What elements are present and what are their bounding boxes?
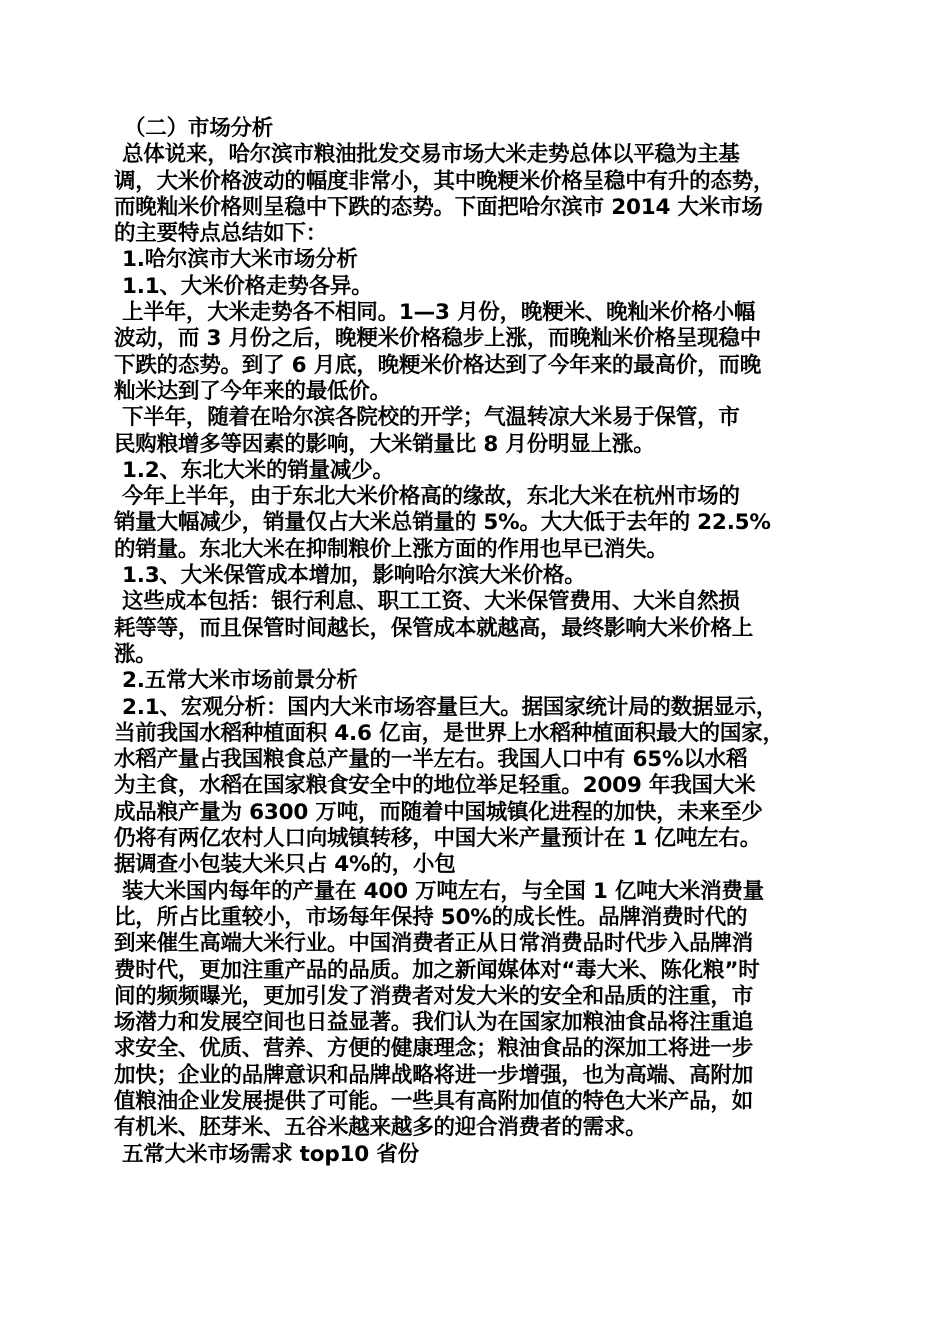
document-body xyxy=(114,116,838,1168)
text-line: 1.2、东北大米的销量减少。 xyxy=(122,457,394,483)
text-line: 调，大米价格波动的幅度非常小，其中晚粳米价格呈稳中有升的态势， xyxy=(114,168,775,194)
text-line: 有机米、胚芽米、五谷米越来越多的迎合消费者的需求。 xyxy=(114,1115,647,1141)
text-line: 总体说来，哈尔滨市粮油批发交易市场大米走势总体以平稳为主基 xyxy=(122,142,740,168)
text-line: 据调查小包装大米只占 4%的，小包 xyxy=(114,852,456,878)
text-line: 到来催生高端大米行业。中国消费者正从日常消费品时代步入品牌消 xyxy=(114,931,754,957)
text-line: 销量大幅减少，销量仅占大米总销量的 5%。大大低于去年的 22.5% xyxy=(114,510,771,536)
text-line: 成品粮产量为 6300 万吨，而随着中国城镇化进程的加快，未来至少 xyxy=(114,799,763,825)
text-line: 费时代，更加注重产品的品质。加之新闻媒体对“毒大米、陈化粮”时 xyxy=(114,957,760,983)
text-line: 籼米达到了今年来的最低价。 xyxy=(114,378,391,404)
text-line: 2.1、宏观分析：国内大米市场容量巨大。据国家统计局的数据显示， xyxy=(122,694,778,720)
text-line: 当前我国水稻种植面积 4.6 亿亩，是世界上水稻种植面积最大的国家， xyxy=(114,720,784,746)
text-line: 的主要特点总结如下： xyxy=(114,221,328,247)
text-line: 1.3、大米保管成本增加，影响哈尔滨大米价格。 xyxy=(122,563,586,589)
text-line: 这些成本包括：银行利息、职工工资、大米保管费用、大米自然损 xyxy=(122,589,740,615)
text-line: 装大米国内每年的产量在 400 万吨左右，与全国 1 亿吨大米消费量 xyxy=(122,878,764,904)
text-line: 的销量。东北大米在抑制粮价上涨方面的作用也早已消失。 xyxy=(114,536,668,562)
text-line: 涨。 xyxy=(114,641,157,667)
text-line: 比，所占比重较小，市场每年保持 50%的成长性。品牌消费时代的 xyxy=(114,904,748,930)
text-line: 下跌的态势。到了 6 月底，晚粳米价格达到了今年来的最高价，而晚 xyxy=(114,352,762,378)
text-line: 水稻产量占我国粮食总产量的一半左右。我国人口中有 65%以水稻 xyxy=(114,747,748,773)
text-line: 1.哈尔滨市大米市场分析 xyxy=(122,247,358,273)
text-line: 2.五常大米市场前景分析 xyxy=(122,668,358,694)
text-line: 民购粮增多等因素的影响，大米销量比 8 月份明显上涨。 xyxy=(114,431,655,457)
text-line: 1.1、大米价格走势各异。 xyxy=(122,273,373,299)
section-heading: （二）市场分析 xyxy=(124,116,274,141)
text-line: 求安全、优质、营养、方便的健康理念；粮油食品的深加工将进一步 xyxy=(114,1036,754,1062)
text-line: 间的频频曝光，更加引发了消费者对发大米的安全和品质的注重，市 xyxy=(114,983,754,1009)
text-line: 值粮油企业发展提供了可能。一些具有高附加值的特色大米产品，如 xyxy=(114,1088,754,1114)
text-line: 而晚籼米价格则呈稳中下跌的态势。下面把哈尔滨市 2014 大米市场 xyxy=(114,194,763,220)
text-line: 下半年，随着在哈尔滨各院校的开学；气温转凉大米易于保管，市 xyxy=(122,405,740,431)
text-line: 仍将有两亿农村人口向城镇转移，中国大米产量预计在 1 亿吨左右。 xyxy=(114,826,762,852)
text-line: 今年上半年，由于东北大米价格高的缘故，东北大米在杭州市场的 xyxy=(122,484,740,510)
text-line: 场潜力和发展空间也日益显著。我们认为在国家加粮油食品将注重追 xyxy=(114,1010,754,1036)
text-line: 上半年，大米走势各不相同。1—3 月份，晚粳米、晚籼米价格小幅 xyxy=(122,300,756,326)
text-line: 为主食，水稻在国家粮食安全中的地位举足轻重。2009 年我国大米 xyxy=(114,773,756,799)
text-line: 波动，而 3 月份之后，晚粳米价格稳步上涨，而晚籼米价格呈现稳中 xyxy=(114,326,762,352)
text-line: 加快；企业的品牌意识和品牌战略将进一步增强，也为高端、高附加 xyxy=(114,1062,754,1088)
text-line: 五常大米市场需求 top10 省份 xyxy=(122,1141,419,1167)
text-line: 耗等等，而且保管时间越长，保管成本就越高，最终影响大米价格上 xyxy=(114,615,754,641)
